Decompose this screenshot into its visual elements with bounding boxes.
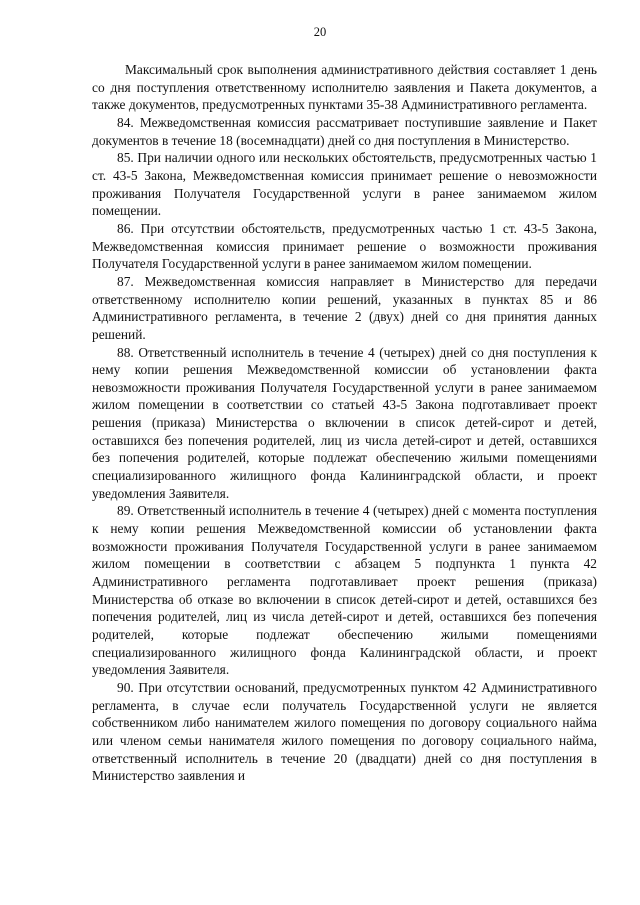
document-body xyxy=(92,61,597,785)
paragraph-90: 90. При отсутствии оснований, предусмотренных пунктом 42 Административного регламента, в случае если получатель Государственной услуги не является собственником либо нанимателем жилого помещения по договору социального найма или членом семьи нанимателя жилого помещения по договору социального найма, ответственный исполнитель в течение 20 (двадцати) дней со дня поступления в Министерство заявления и xyxy=(92,679,597,784)
paragraph-85: 85. При наличии одного или нескольких обстоятельств, предусмотренных частью 1 ст. 43-5 Закона, Межведомственная комиссия принимает решение о невозможности проживания Получателя Государственной услуги в ранее занимаемом жилом помещении. xyxy=(92,150,597,219)
paragraph-89: 89. Ответственный исполнитель в течение 4 (четырех) дней с момента поступления к нему копии решения Межведомственной комиссии об установлении факта возможности проживания Получателя Государственной услуги в ранее занимаемом жилом помещении в соответствии с абзацем 5 подпункта 1 пункта 42 Административного регламента подготавливает проект решения (приказа) Министерства об отказе во включении в список детей-сирот и детей, оставшихся без попечения родителей, лиц из числа детей-сирот и детей, оставшихся без попечения родителей, которые подлежат обеспечению жилыми помещениями специализированного жилищного фонда Калининградской области, и проект уведомления Заявителя. xyxy=(92,503,597,678)
paragraph-87: 87. Межведомственная комиссия направляет в Министерство для передачи ответственному исполнителю копии решений, указанных в пунктах 85 и 86 Административного регламента, в течение 2 (двух) дней со дня принятия данных решений. xyxy=(92,273,597,342)
paragraph-88: 88. Ответственный исполнитель в течение 4 (четырех) дней со дня поступления к нему копии решения Межведомственной комиссии об установлении факта невозможности проживания Получателя Государственной услуги в ранее занимаемом жилом помещении в соответствии со статьей 43-5 Закона подготавливает проект решения (приказа) Министерства о включении в список детей-сирот и детей, оставшихся без попечения родителей, лиц из числа детей-сирот и детей, оставшихся без попечения родителей, которые подлежат обеспечению жилыми помещениями специализированного жилищного фонда Калининградской области, и проект уведомления Заявителя. xyxy=(92,344,597,501)
paragraph-86: 86. При отсутствии обстоятельств, предусмотренных частью 1 ст. 43-5 Закона, Межведомственная комиссия принимает решение о возможности проживания Получателя Государственной услуги в ранее занимаемом жилом помещении. xyxy=(92,220,597,272)
paragraph-84: 84. Межведомственная комиссия рассматривает поступившие заявление и Пакет документов в течение 18 (восемнадцати) дней со дня поступления в Министерство. xyxy=(92,114,597,148)
page-number: 20 xyxy=(313,25,327,39)
paragraph-max-term: Максимальный срок выполнения административного действия составляет 1 день со дня поступления ответственному исполнителю заявления и Пакета документов, а также документов, предусмотренных пунктами 35-38 Административного регламента. xyxy=(92,62,597,113)
